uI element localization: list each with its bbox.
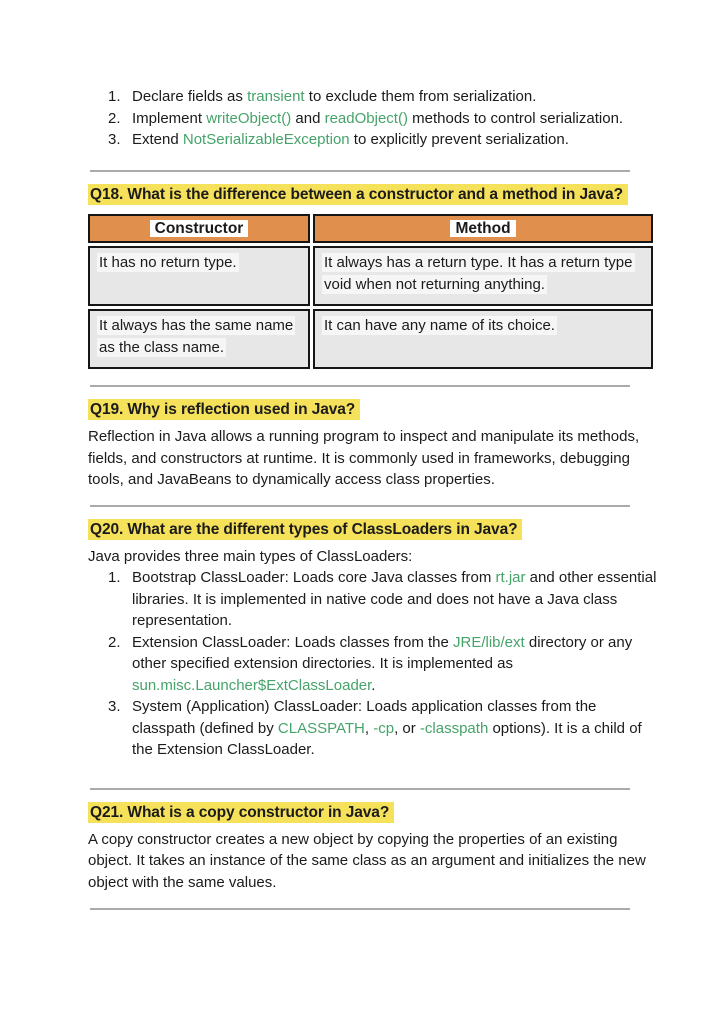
question-heading-q20 bbox=[88, 520, 657, 540]
text-run: , bbox=[364, 719, 374, 737]
answer-paragraph-q21: A copy constructor creates a new object by copying the properties of an existing object. It takes an instance of the same class as an argument and initializes the new object with the same values. bbox=[88, 830, 646, 891]
list-item bbox=[88, 632, 657, 697]
text-run: Declare fields as bbox=[132, 88, 248, 105]
table-cell bbox=[88, 246, 310, 306]
text-run: . bbox=[371, 676, 376, 694]
section-q19 bbox=[88, 400, 657, 491]
text-run: options). It is a child of the Extension ClassLoader. bbox=[132, 719, 642, 758]
text-run: Extend bbox=[132, 131, 183, 148]
answer-paragraph-q19: Reflection in Java allows a running program to inspect and manipulate its methods, fields, and constructors at runtime. It is commonly used in frameworks, debugging tools, and JavaBeans to dynamically access class properties. bbox=[88, 428, 640, 488]
list-item bbox=[88, 696, 657, 761]
table-row bbox=[88, 309, 653, 369]
section-divider bbox=[90, 385, 630, 387]
table-cell-text: It always has the same name as the class name. bbox=[99, 317, 294, 356]
code-term: sun.misc.Launcher$ExtClassLoader bbox=[132, 676, 372, 694]
list-item bbox=[88, 129, 657, 151]
section-divider bbox=[90, 505, 630, 507]
code-term: readObject() bbox=[324, 109, 408, 127]
highlighted-heading-text: Q21. What is a copy constructor in Java? bbox=[88, 802, 394, 823]
table-header-text: Method bbox=[450, 220, 515, 237]
question-heading-q21 bbox=[88, 803, 657, 823]
code-term: rt.jar bbox=[495, 569, 526, 586]
table-header-text: Constructor bbox=[150, 220, 249, 237]
table-cell bbox=[88, 309, 310, 369]
code-term: NotSerializableException bbox=[182, 131, 350, 148]
serialization-prevention-list bbox=[88, 86, 657, 151]
section-divider bbox=[90, 788, 630, 790]
table-cell-text: It has no return type. bbox=[99, 254, 237, 271]
code-term: -classpath bbox=[419, 719, 489, 737]
table-cell bbox=[313, 246, 653, 306]
table-header-cell bbox=[313, 214, 653, 244]
section-q18 bbox=[88, 185, 657, 373]
code-term: JRE/lib/ext bbox=[453, 633, 525, 651]
text-run: directory or any other specified extension directories. It is implemented as bbox=[132, 633, 633, 672]
section-q21 bbox=[88, 803, 657, 894]
highlighted-heading-text: Q19. Why is reflection used in Java? bbox=[88, 399, 360, 420]
code-term: -cp bbox=[373, 719, 395, 737]
text-run: to explicitly prevent serialization. bbox=[349, 131, 569, 148]
list-item bbox=[88, 108, 657, 130]
text-run: methods to control serialization. bbox=[407, 109, 624, 127]
table-cell bbox=[313, 309, 653, 369]
section-divider bbox=[90, 908, 630, 910]
answer-intro-q20: Java provides three main types of ClassLoaders: bbox=[88, 547, 413, 565]
text-run: to exclude them from serialization. bbox=[304, 88, 537, 105]
section-divider bbox=[90, 170, 630, 172]
constructor-vs-method-table bbox=[85, 211, 656, 373]
code-term: transient bbox=[247, 88, 305, 105]
table-header-cell bbox=[88, 214, 310, 244]
section-q20 bbox=[88, 520, 657, 761]
highlighted-heading-text: Q20. What are the different types of ClassLoaders in Java? bbox=[88, 519, 522, 540]
text-run: and other essential libraries. It is implemented in native code and does not have a Java class representation. bbox=[132, 569, 657, 629]
code-term: writeObject() bbox=[206, 109, 292, 127]
text-run: System (Application) ClassLoader: Loads application classes from the classpath (defined by bbox=[132, 698, 597, 737]
table-row bbox=[88, 246, 653, 306]
highlighted-heading-text: Q18. What is the difference between a constructor and a method in Java? bbox=[88, 184, 628, 205]
text-run: and bbox=[291, 109, 325, 127]
table-cell-text: It always has a return type. It has a return type void when not returning anything. bbox=[324, 254, 633, 293]
question-heading-q19 bbox=[88, 400, 657, 420]
question-heading-q18 bbox=[88, 185, 657, 205]
list-item bbox=[88, 567, 657, 632]
table-cell-text: It can have any name of its choice. bbox=[324, 317, 555, 334]
text-run: Bootstrap ClassLoader: Loads core Java classes from bbox=[132, 569, 496, 586]
text-run: , or bbox=[394, 719, 420, 737]
code-term: CLASSPATH bbox=[277, 719, 365, 737]
text-run: Extension ClassLoader: Loads classes from the bbox=[132, 633, 453, 651]
classloader-types-list bbox=[88, 567, 657, 761]
text-run: Implement bbox=[132, 109, 207, 127]
table-header-row bbox=[88, 214, 653, 244]
list-item bbox=[88, 86, 657, 108]
